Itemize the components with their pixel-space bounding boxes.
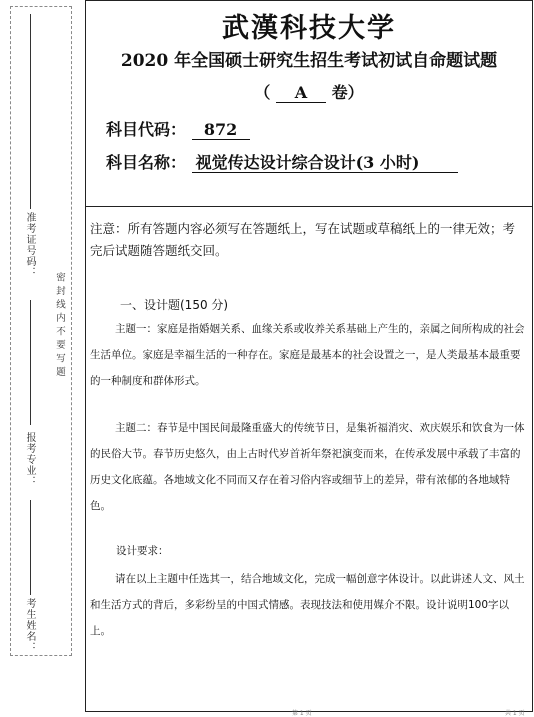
- seal-line-note: 密封线内不要写题: [54, 272, 65, 380]
- exam-number-line: [30, 14, 31, 209]
- name-line: [30, 500, 31, 595]
- theme-two: 主题二：春节是中国民间最隆重盛大的传统节日，是集祈福消灾、欢庆娱乐和饮食为一体的民俗大节。春节历史悠久，由上古时代岁首祈年祭祀演变而来，在传承发展中承载了丰富的历史文化底蕴。各地域文化不同而又存在着习俗内容或细节上的差异，带有浓郁的各地域特色。: [90, 422, 525, 512]
- subject-code-value: 872: [192, 121, 250, 140]
- paper-letter: A: [276, 84, 326, 103]
- page-mark-left: 第 1 页: [292, 710, 312, 717]
- subject-code-row: [106, 117, 250, 140]
- section-title: 一、设计题(150 分): [120, 298, 229, 312]
- theme-one: 主题一：家庭是指婚姻关系、血缘关系或收养关系基础上产生的，亲属之间所构成的社会生活单位。家庭是幸福生活的一种存在。家庭是最基本的社会设置之一，是人类最基本最重要的一种制度和群体形式。: [90, 323, 525, 387]
- exam-number-label: 准考证号码：: [24, 212, 35, 278]
- subject-name-row: [106, 150, 458, 173]
- major-label: 报考专业：: [24, 432, 35, 487]
- subject-name-label: 科目名称：: [106, 153, 187, 172]
- subject-code-label: 科目代码：: [106, 120, 187, 139]
- name-label: 考生姓名：: [24, 598, 35, 653]
- page-mark-right: 共 1 页: [505, 710, 525, 717]
- paper-version: [85, 80, 533, 103]
- paper-close: 卷）: [331, 83, 364, 102]
- major-line: [30, 300, 31, 425]
- university-logo: 武漢科技大学: [222, 13, 396, 44]
- paper-open: （: [254, 83, 271, 102]
- exam-title: 2020 年全国硕士研究生招生考试初试自命题试题: [120, 51, 498, 71]
- header-divider: [85, 206, 533, 207]
- subject-name-value: 视觉传达设计综合设计(3 小时): [192, 154, 458, 173]
- notice-text: 注意：所有答题内容必须写在答题纸上，写在试题或草稿纸上的一律无效；考完后试题随答题纸交回。: [90, 221, 516, 258]
- requirements-label: 设计要求：: [116, 545, 169, 557]
- requirements-text: 请在以上主题中任选其一，结合地域文化，完成一幅创意字体设计。以此讲述人文、风土和生活方式的背后，多彩纷呈的中国式情感。表现技法和使用媒介不限。设计说明100字以上。: [90, 573, 525, 637]
